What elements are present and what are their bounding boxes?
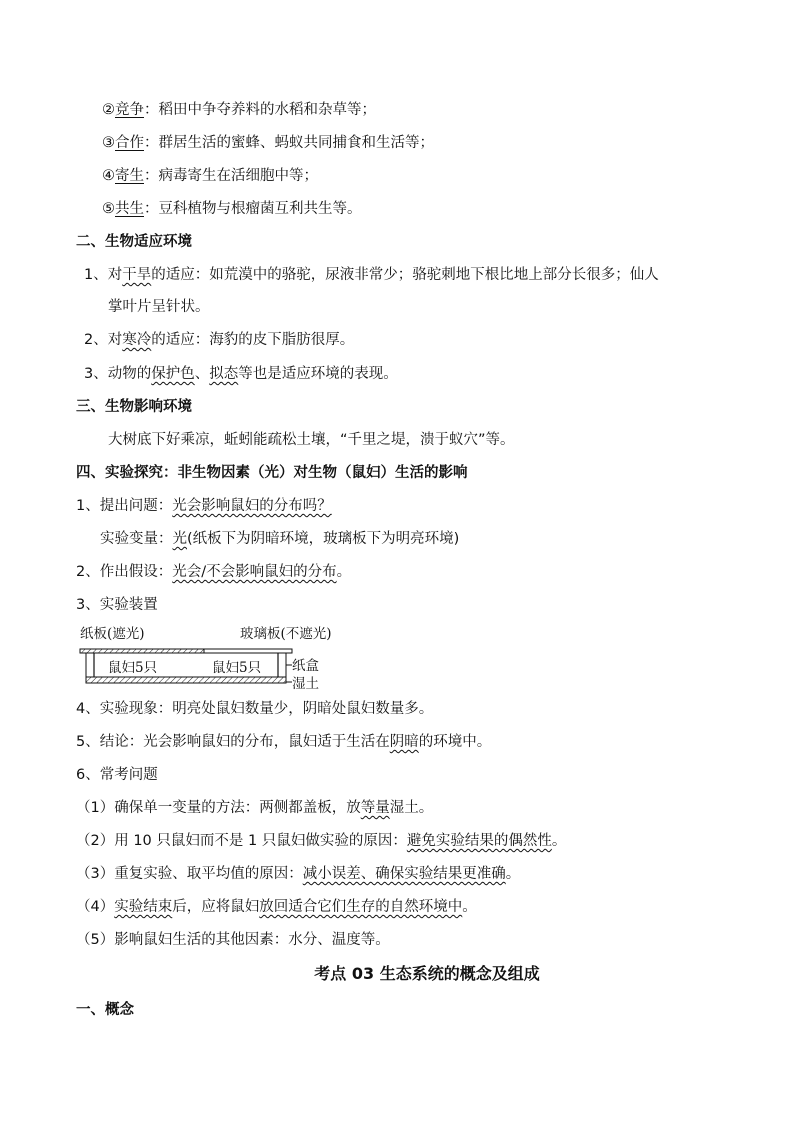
term-competition: 竞争 [115, 102, 144, 118]
label-paper-board: 纸板(遮光) [80, 626, 145, 642]
adapt-item-1-cont: 掌叶片呈针状。 [108, 299, 210, 315]
exp-common-questions-heading: 6、常考问题 [76, 767, 158, 783]
adapt-item-3: 3、动物的保护色、拟态等也是适应环境的表现。 [84, 366, 398, 382]
term-parasitism: 寄生 [115, 168, 144, 184]
label-glass-board: 玻璃板(不遮光) [240, 626, 332, 642]
box-right-wall [278, 653, 286, 677]
label-paper-box: 纸盒 [292, 658, 319, 674]
term-drought: 干旱 [122, 267, 152, 283]
exp-apparatus-heading: 3、实验装置 [76, 597, 158, 613]
term-mimicry: 拟态 [209, 366, 239, 382]
adapt-item-2: 2、对寒冷的适应：海豹的皮下脂肪很厚。 [84, 332, 355, 348]
kaodian-subheading: 一、概念 [76, 1002, 134, 1018]
influence-text: 大树底下好乘凉，蚯蚓能疏松土壤，“千里之堤，溃于蚁穴”等。 [108, 432, 515, 448]
label-moist-soil: 湿土 [292, 676, 319, 690]
right-woodlice-count: 鼠妇5只 [212, 660, 262, 676]
exp-hypothesis: 2、作出假设：光会/不会影响鼠妇的分布。 [76, 564, 352, 580]
common-question-4: （4）实验结束后，应将鼠妇放回适合它们生存的自然环境中。 [76, 899, 477, 915]
common-question-5: （5）影响鼠妇生活的其他因素：水分、温度等。 [76, 932, 390, 948]
heading-adaptation: 二、生物适应环境 [76, 234, 192, 250]
exp-phenomenon: 4、实验现象：明亮处鼠妇数量少，阴暗处鼠妇数量多。 [76, 701, 434, 717]
heading-influence: 三、生物影响环境 [76, 399, 192, 415]
box-left-wall [86, 653, 94, 677]
relation-competition: ②竞争：稻田中争夺养料的水稻和杂草等； [102, 102, 376, 118]
heading-experiment: 四、实验探究：非生物因素（光）对生物（鼠妇）生活的影响 [76, 465, 468, 481]
left-woodlice-count: 鼠妇5只 [108, 660, 158, 676]
exp-question: 1、提出问题：光会影响鼠妇的分布吗？ [76, 498, 332, 514]
term-camouflage: 保护色 [151, 366, 195, 382]
term-cold: 寒冷 [122, 332, 152, 348]
relation-parasitism: ④寄生：病毒寄生在活细胞中等； [102, 168, 318, 184]
term-symbiosis: 共生 [115, 201, 144, 217]
glass-board [204, 649, 292, 653]
adapt-item-1: 1、对干旱的适应：如荒漠中的骆驼，尿液非常少；骆驼刺地下根比地上部分长很多；仙人 [84, 267, 659, 283]
apparatus-diagram [78, 622, 378, 690]
exp-conclusion: 5、结论：光会影响鼠妇的分布，鼠妇适于生活在阴暗的环境中。 [76, 734, 492, 750]
kaodian-title: 考点 03 生态系统的概念及组成 [314, 964, 540, 983]
common-question-3: （3）重复实验、取平均值的原因：减小误差、确保实验结果更准确。 [76, 866, 521, 882]
exp-variable: 实验变量：光(纸板下为阴暗环境，玻璃板下为明亮环境) [100, 531, 460, 547]
common-question-2: （2）用 10 只鼠妇而不是 1 只鼠妇做实验的原因：避免实验结果的偶然性。 [76, 833, 567, 849]
moist-soil [86, 677, 286, 683]
common-question-1: （1）确保单一变量的方法：两侧都盖板，放等量湿土。 [76, 800, 434, 816]
term-cooperation: 合作 [115, 135, 144, 151]
relation-cooperation: ③合作：群居生活的蜜蜂、蚂蚁共同捕食和生活等； [102, 135, 434, 151]
paper-board [80, 649, 204, 653]
relation-symbiosis: ⑤共生：豆科植物与根瘤菌互利共生等。 [102, 201, 362, 217]
